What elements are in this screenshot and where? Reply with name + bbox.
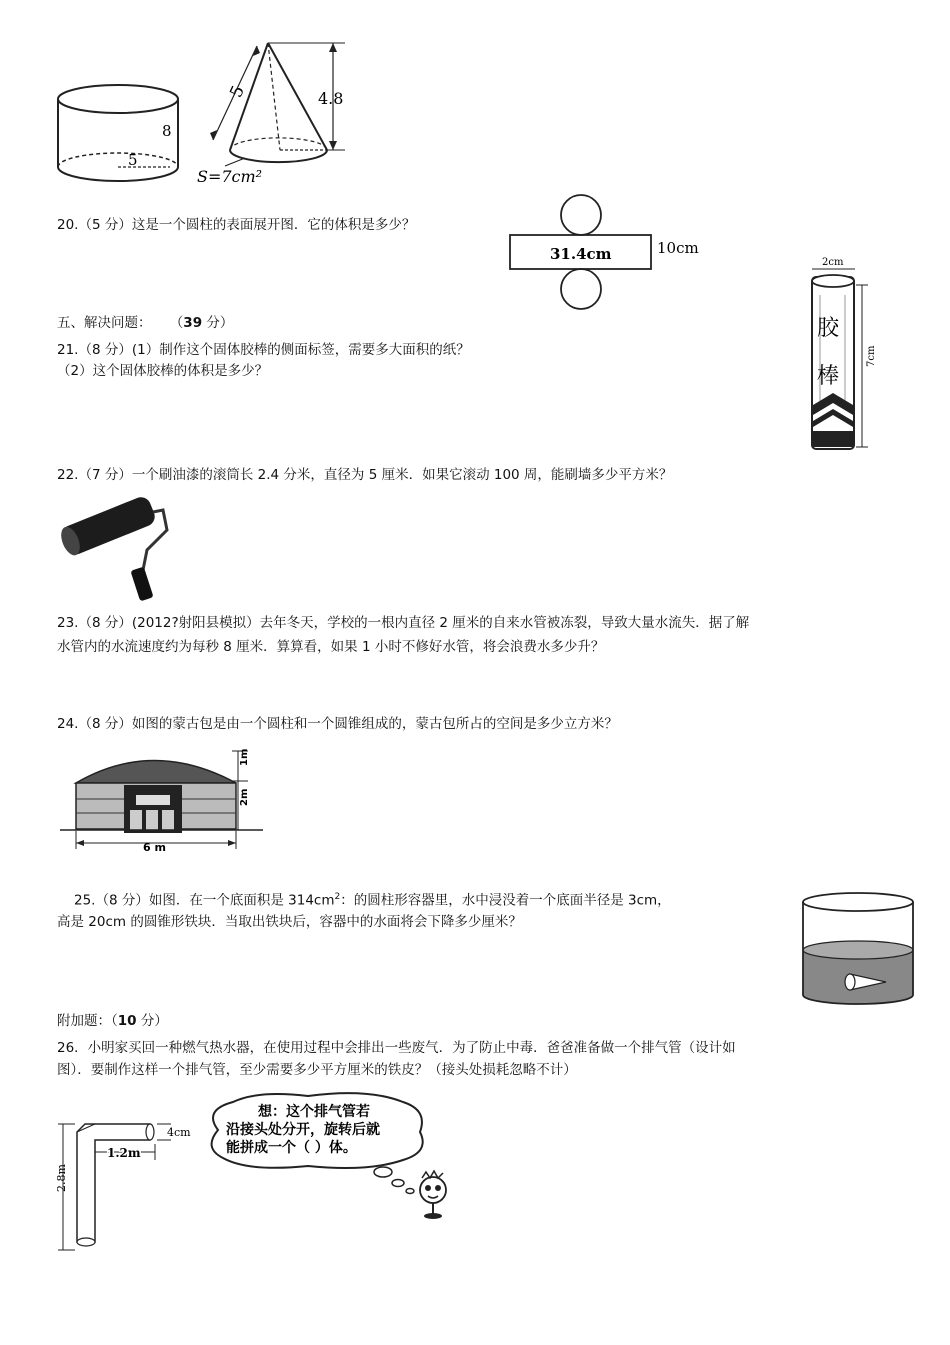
bonus-title [57,1012,168,1030]
q25-sup: 2 [334,892,341,902]
q21-line1: 21.（8 分）(1）制作这个固体胶棒的侧面标签，需要多大面积的纸？ [57,342,470,358]
cylinder-figure [55,82,190,187]
bonus-score-close: 分） [136,1013,168,1029]
section-five-score-close: 分） [202,315,234,331]
bonus-label: 附加题：（ [57,1013,118,1029]
q25-line1 [74,888,671,910]
container-figure [800,890,920,1008]
q22-text: 22.（7 分）一个刷油漆的滚筒长 2.4 分米，直径为 5 厘米．如果它滚动 100 周，能刷墙多少平方米？ [57,467,673,483]
q23-line1: 23.（8 分）(2012?射阳县模拟）去年冬天，学校的一根内直径 2 厘米的自来水管被冻裂，导致大量水流失．据了解 [57,615,750,631]
q25-line1-a: 25.（8 分）如图．在一个底面积是 314cm [74,892,335,909]
section-five-score-open: （ [169,315,184,331]
q25-line1-b: ：的圆柱形容器里，水中浸没着一个底面半径是 3cm， [340,892,671,909]
cylinder-net-figure [505,193,725,308]
q24-text: 24.（8 分）如图的蒙古包是由一个圆柱和一个圆锥组成的，蒙古包所占的空间是多少立方米？ [57,716,618,732]
cone-base-area-label: S=7cm² [197,167,263,186]
q23-line2: 水管内的水流速度约为每秒 8 厘米．算算看，如果 1 小时不修好水管，将会浪费水多少升？ [57,639,605,655]
paint-roller-figure [55,490,175,605]
glue-char-bang: 棒 [817,364,840,389]
thinking-character-icon [420,1171,446,1219]
q20-text: 20.（5 分）这是一个圆柱的表面展开图．它的体积是多少？ [57,217,416,233]
cone-height-label: 4.8 [318,89,344,108]
section-five-score: 39 [183,315,203,331]
q25-line2: 高是 20cm 的圆锥形铁块．当取出铁块后，容器中的水面将会下降多少厘米？ [57,914,522,930]
pipe-diameter-label: 4cm [167,1126,191,1139]
bubble-line1: 想：这个排气管若 [258,1104,370,1120]
yurt-cone-height-label: 1m [239,748,250,766]
cylinder-height-label: 8 [162,122,172,140]
glue-diameter-label: 2cm [822,257,844,268]
glue-char-jiao: 胶 [817,316,840,341]
yurt-width-label: 6 m [143,841,166,854]
pipe-vertical-label: 2.8m [55,1164,68,1192]
cylinder-radius-label: 5 [128,151,138,169]
bonus-score: 10 [117,1013,137,1029]
cone-figure [195,38,355,188]
yurt-figure [58,743,263,855]
q21-line2: （2）这个固体胶棒的体积是多少？ [57,363,269,379]
thought-bubble-figure [198,1090,473,1225]
yurt-cylinder-height-label: 2m [239,788,250,806]
q26-line2: 图）．要制作这样一个排气管，至少需要多少平方厘米的铁皮？（接头处损耗忽略不计） [57,1062,577,1078]
exhaust-pipe-figure [55,1110,205,1260]
cone-slant-label: 5 [226,82,249,101]
net-width-label: 10cm [657,239,699,257]
section-five-title [57,314,233,332]
q26-line1: 26．小明家买回一种燃气热水器，在使用过程中会排出一些废气．为了防止中毒．爸爸准备做一个排气管（设计如 [57,1040,736,1056]
bubble-line2: 沿接头处分开，旋转后就 [226,1122,380,1138]
net-length-label: 31.4cm [550,245,612,263]
section-five-label: 五、解决问题： [57,315,152,331]
glue-stick-figure [800,255,885,455]
bubble-line3: 能拼成一个（ ）体。 [226,1140,357,1156]
glue-height-label: 7cm [866,345,877,367]
pipe-horizontal-label: 1.2m [107,1146,141,1160]
